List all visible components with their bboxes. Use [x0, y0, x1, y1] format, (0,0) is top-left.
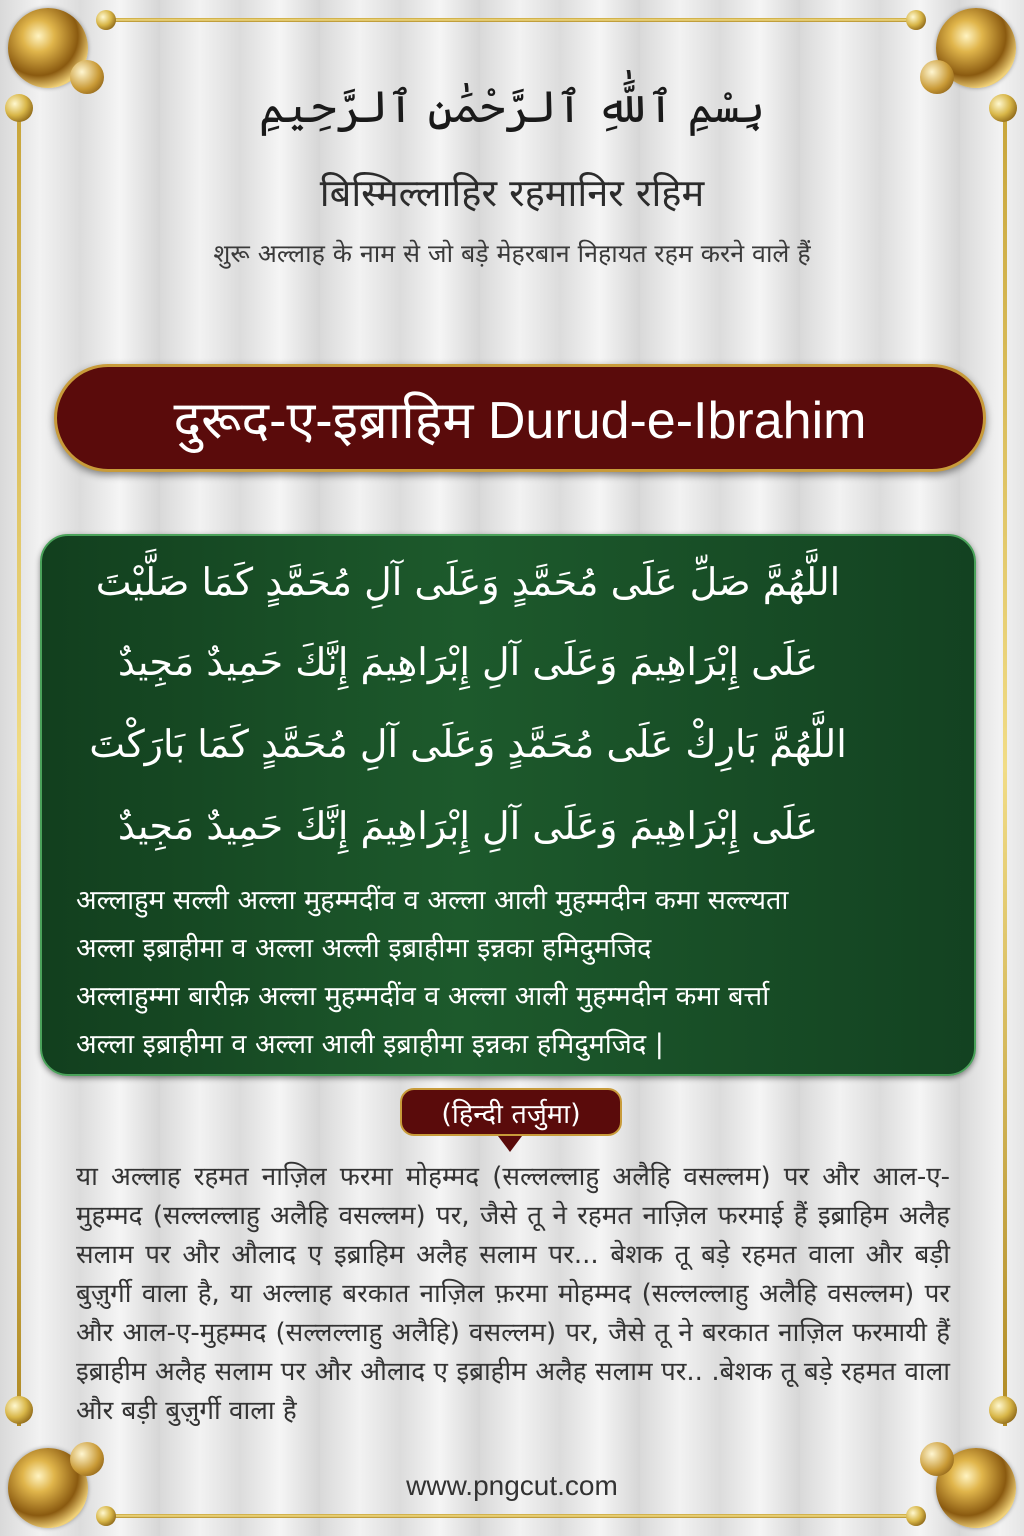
corner-ornament-top-left [8, 8, 88, 88]
arabic-line-1: اللَّهُمَّ صَلِّ عَلَى مُحَمَّدٍ وَعَلَى آلِ مُحَمَّدٍ كَمَا صَلَّيْتَ [95, 560, 841, 604]
transliteration-line-1: अल्लाहुम सल्ली अल्ला मुहम्मदींव व अल्ला आली मुहम्मदीन कमा सल्ल्यता [76, 885, 789, 916]
title-banner [54, 364, 986, 472]
arabic-line-3: اللَّهُمَّ بَارِكْ عَلَى مُحَمَّدٍ وَعَلَى آلِ مُحَمَّدٍ كَمَا بَارَكْتَ [89, 722, 847, 766]
frame-knob-top-right [906, 10, 926, 30]
translation-label [400, 1088, 622, 1136]
arrow-down-icon [498, 1136, 522, 1152]
frame-top-line [110, 18, 914, 22]
bismillah-hindi: बिस्मिल्लाहिर रहमानिर रहिम [319, 171, 705, 215]
arabic-bismillah: بِسْمِ ٱللَّٰهِ ٱلرَّحْمَٰنِ ٱلرَّحِيمِ [258, 82, 766, 133]
frame-knob-bottom-right [906, 1506, 926, 1526]
frame-knob-right-lower [989, 1396, 1017, 1424]
frame-right-line [1003, 110, 1007, 1426]
translation-label-text: (हिन्दी तर्जुमा) [441, 1098, 581, 1130]
frame-knob-top-left [96, 10, 116, 30]
arabic-line-4: عَلَى إِبْرَاهِيمَ وَعَلَى آلِ إِبْرَاهِيمَ إِنَّكَ حَمِيدٌ مَجِيدٌ [117, 804, 819, 848]
corner-ornament-top-right [936, 8, 1016, 88]
transliteration-line-3: अल्लाहुम्मा बारीक़ अल्ला मुहम्मदींव व अल्ला आली मुहम्मदीन कमा बर्त्ता [76, 981, 770, 1012]
transliteration-line-4: अल्ला इब्राहीमा व अल्ला आली इब्राहीमा इन्नका हमिदुमजिद | [76, 1029, 664, 1060]
website-link[interactable]: www.pngcut.com [406, 1470, 618, 1501]
translation-text: या अल्लाह रहमत नाज़िल फरमा मोहम्मद (सल्लल्लाहु अलैहि वसल्लम) पर और आल-ए-मुहम्मद (सल्लल्लाहु अलैहि वसल्लम) पर, जैसे तू ने रहमत नाज़िल फरमाई हैं इब्राहिम अलैह सलाम पर और औलाद ए इब्राहिम अलैह सलाम पर... बेशक तू बड़े रहमत वाला और बड़ी बुज़ुर्गी वाला है, या अल्लाह बरकात नाज़िल फ़रमा मोहम्मद (सल्लल्लाहु अलैहि वसल्लम) पर और आल-ए-मुहम्मद (सल्लल्लाहु अलैहि) वसल्लम) पर, जैसे तू ने बरकात नाज़िल फरमायी हैं इब्राहीम अलैह सलाम पर और औलाद ए इब्राहीम अलैह सलाम पर.. .बेशक तू बड़े रहमत वाला और बड़ी बुज़ुर्गी वाला है [76, 1162, 950, 1426]
page-title: दुरूद-ए-इब्राहिम Durud-e-Ibrahim [173, 391, 867, 450]
bismillah-meaning: शुरू अल्लाह के नाम से जो बड़े मेहरबान निहायत रहम करने वाले हैं [213, 239, 811, 268]
arabic-line-2: عَلَى إِبْرَاهِيمَ وَعَلَى آلِ إِبْرَاهِيمَ إِنَّكَ حَمِيدٌ مَجِيدٌ [117, 640, 819, 684]
frame-knob-bottom-left [96, 1506, 116, 1526]
transliteration-line-2: अल्ला इब्राहीमा व अल्ला अल्ली इब्राहीमा इन्नका हमिदुमजिद [76, 933, 652, 964]
frame-bottom-line [110, 1514, 914, 1518]
frame-left-line [17, 110, 21, 1426]
frame-knob-left-lower [5, 1396, 33, 1424]
